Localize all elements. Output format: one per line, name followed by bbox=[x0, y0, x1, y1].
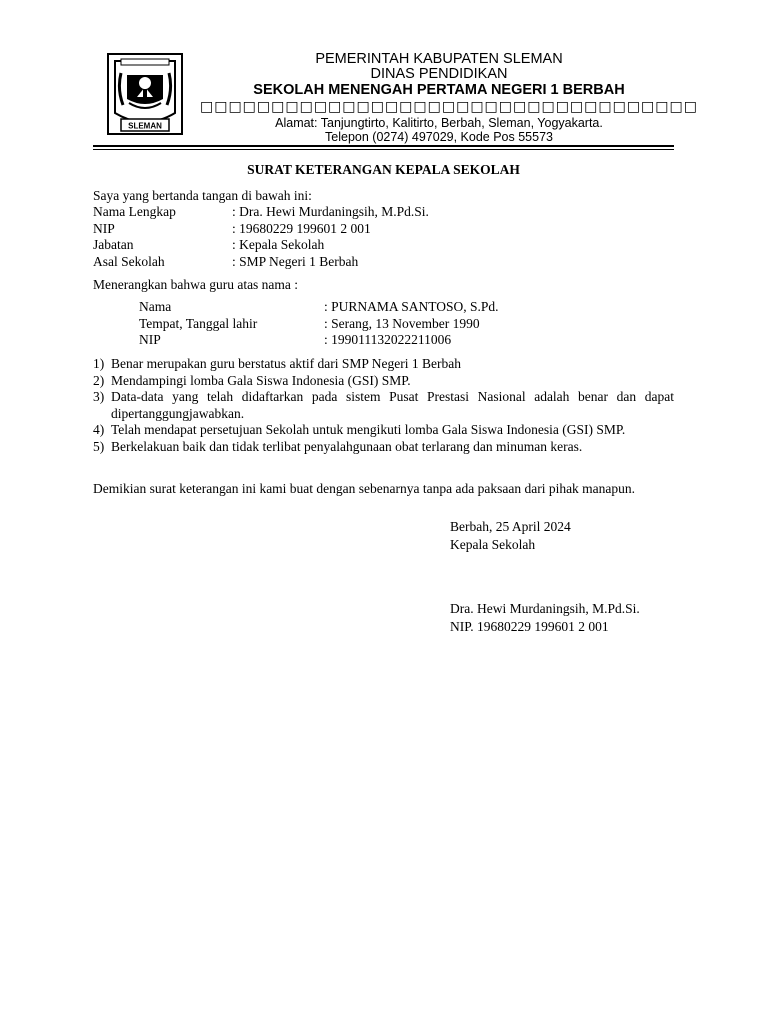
info-label: Asal Sekolah bbox=[93, 253, 165, 269]
list-item bbox=[93, 422, 674, 439]
list-text: Data-data yang telah didaftarkan pada sistem Pusat Prestasi Nasional adalah benar dan dapat dipertanggungjawabkan. bbox=[111, 389, 674, 421]
info-row bbox=[93, 254, 429, 271]
signature-place-date: Berbah, 25 April 2024 bbox=[450, 519, 571, 534]
letterhead-government: PEMERINTAH KABUPATEN SLEMAN bbox=[315, 51, 563, 67]
list-number: 2) bbox=[93, 372, 105, 388]
info-row bbox=[93, 221, 429, 238]
list-text: Mendampingi lomba Gala Siswa Indonesia (GSI) SMP. bbox=[111, 372, 411, 388]
list-item bbox=[93, 439, 674, 456]
info-value: : Dra. Hewi Murdaningsih, M.Pd.Si. bbox=[232, 204, 429, 219]
letterhead-phone: Telepon (0274) 497029, Kode Pos 55573 bbox=[325, 130, 553, 144]
sleman-regency-logo bbox=[107, 53, 183, 135]
letterhead-address: Alamat: Tanjungtirto, Kalitirto, Berbah, Sleman, Yogyakarta. bbox=[275, 116, 603, 130]
letterhead-divider-thin bbox=[93, 149, 674, 150]
teacher-info-table bbox=[139, 299, 499, 349]
signer-info-table bbox=[93, 204, 429, 270]
teacher-row bbox=[139, 299, 499, 316]
statement-text: Menerangkan bahwa guru atas nama : bbox=[93, 277, 299, 292]
list-text: Benar merupakan guru berstatus aktif dari SMP Negeri 1 Berbah bbox=[111, 356, 462, 371]
list-number: 1) bbox=[93, 356, 105, 371]
letterhead-javanese-script: □□□□□□□□□□□□□□□□□□□□□□□□□□□□□□□□□□□ bbox=[200, 99, 698, 115]
letter-title: SURAT KETERANGAN KEPALA SEKOLAH bbox=[247, 162, 520, 177]
list-item bbox=[93, 389, 674, 422]
info-value: : SMP Negeri 1 Berbah bbox=[232, 253, 359, 269]
list-number: 3) bbox=[93, 389, 105, 404]
list-item bbox=[93, 356, 674, 373]
teacher-row bbox=[139, 332, 499, 349]
list-item bbox=[93, 373, 674, 390]
signature-position: Kepala Sekolah bbox=[450, 537, 536, 552]
info-label: Nama Lengkap bbox=[93, 204, 176, 219]
signature-footer bbox=[450, 600, 640, 636]
list-text: Berkelakuan baik dan tidak terlibat penyalahgunaan obat terlarang dan minuman keras. bbox=[111, 438, 583, 454]
signature-name: Dra. Hewi Murdaningsih, M.Pd.Si. bbox=[450, 601, 640, 616]
info-label: NIP bbox=[93, 220, 115, 236]
teacher-value: : Serang, 13 November 1990 bbox=[324, 315, 480, 331]
teacher-row bbox=[139, 316, 499, 333]
teacher-value: : PURNAMA SANTOSO, S.Pd. bbox=[324, 299, 499, 314]
statement-points bbox=[93, 356, 674, 455]
teacher-value: : 199011132022211006 bbox=[324, 332, 452, 347]
logo-label: SLEMAN bbox=[128, 121, 162, 131]
list-number: 5) bbox=[93, 438, 105, 454]
intro-text: Saya yang bertanda tangan di bawah ini: bbox=[93, 188, 312, 203]
letterhead bbox=[200, 51, 698, 144]
signature-header bbox=[450, 518, 571, 554]
list-number: 4) bbox=[93, 422, 105, 437]
letterhead-department: DINAS PENDIDIKAN bbox=[370, 66, 508, 82]
letterhead-divider-thick bbox=[93, 145, 674, 147]
teacher-label: Tempat, Tanggal lahir bbox=[139, 315, 258, 331]
info-label: Jabatan bbox=[93, 237, 134, 252]
teacher-label: Nama bbox=[139, 299, 172, 314]
signature-nip: NIP. 19680229 199601 2 001 bbox=[450, 619, 609, 634]
teacher-label: NIP bbox=[139, 332, 161, 347]
info-row bbox=[93, 204, 429, 221]
list-text: Telah mendapat persetujuan Sekolah untuk mengikuti lomba Gala Siswa Indonesia (GSI) SMP. bbox=[111, 422, 626, 437]
info-row bbox=[93, 237, 429, 254]
info-value: : Kepala Sekolah bbox=[232, 237, 325, 252]
closing-text: Demikian surat keterangan ini kami buat dengan sebenarnya tanpa ada paksaan dari pihak manapun. bbox=[93, 481, 636, 496]
letterhead-school-name: SEKOLAH MENENGAH PERTAMA NEGERI 1 BERBAH bbox=[253, 82, 625, 98]
info-value: : 19680229 199601 2 001 bbox=[232, 220, 371, 236]
